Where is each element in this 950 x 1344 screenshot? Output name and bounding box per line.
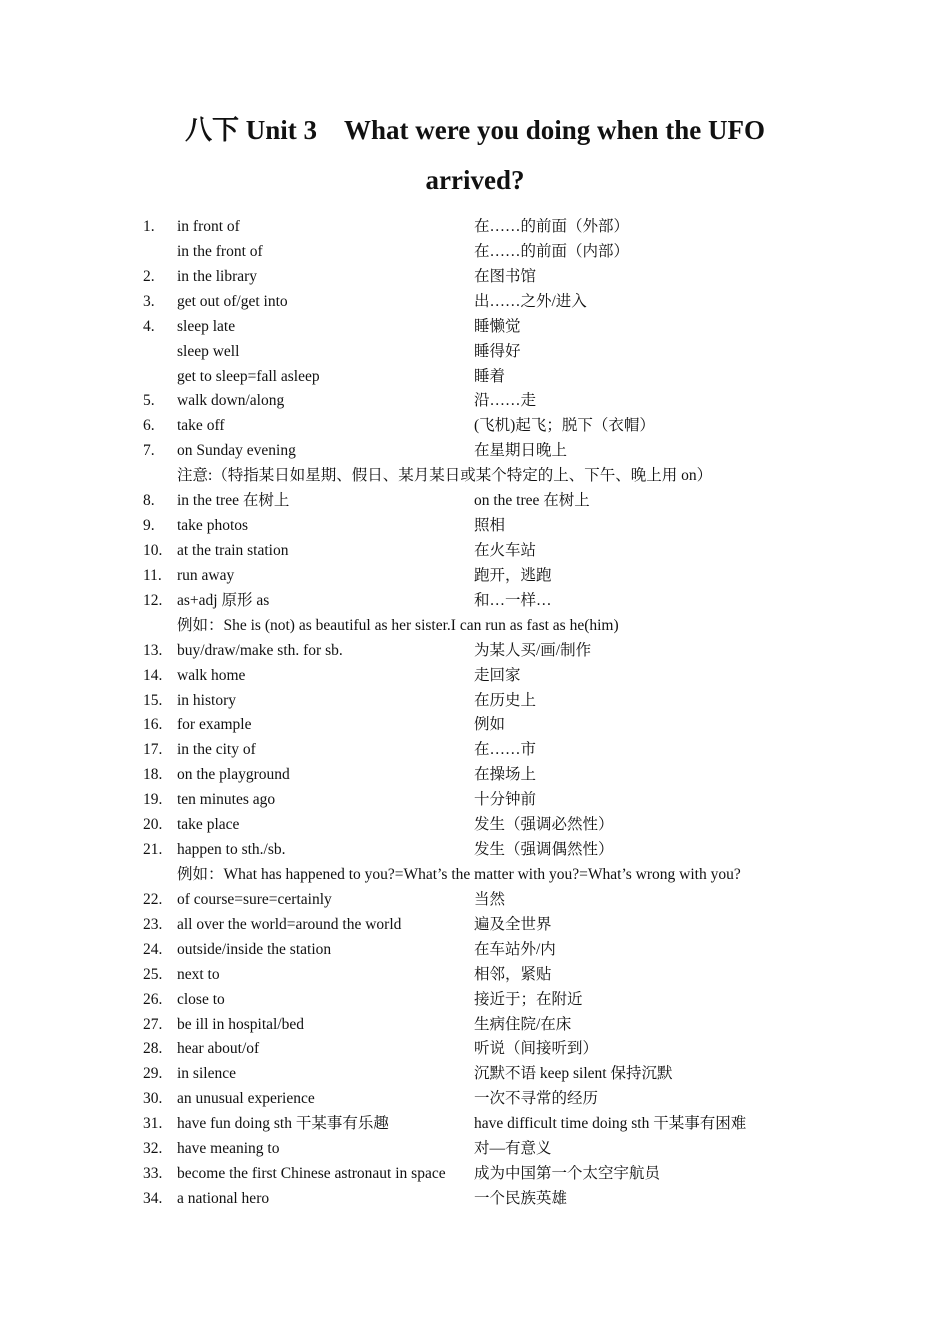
item-number: 7. [143, 442, 155, 460]
english-phrase: at the train station [177, 541, 289, 559]
item-number: 28. [143, 1040, 163, 1058]
phrase-row [0, 1037, 950, 1062]
english-phrase: in the library [177, 267, 258, 285]
english-phrase: walk home [177, 666, 246, 684]
english-phrase: on the playground [177, 766, 290, 784]
chinese-meaning: 照相 [474, 517, 506, 535]
item-number: 16. [143, 716, 163, 734]
english-phrase: take photos [177, 517, 249, 535]
english-phrase: in history [177, 691, 236, 709]
item-number: 31. [143, 1115, 163, 1133]
chinese-meaning: 沉默不语 keep silent 保持沉默 [474, 1065, 673, 1083]
phrase-row [0, 838, 950, 863]
note-row [0, 614, 950, 639]
phrase-row [0, 1087, 950, 1112]
phrase-row [0, 290, 950, 315]
item-number: 1. [143, 218, 155, 235]
phrase-row [0, 340, 950, 365]
phrase-row [0, 389, 950, 414]
phrase-row [0, 1187, 950, 1212]
english-phrase: be ill in hospital/bed [177, 1015, 304, 1033]
chinese-meaning: 对—有意义 [474, 1140, 552, 1158]
chinese-meaning: 沿……走 [474, 392, 537, 410]
item-number: 5. [143, 392, 155, 410]
chinese-meaning: 为某人买/画/制作 [474, 641, 592, 659]
chinese-meaning: 例如 [474, 716, 506, 734]
phrase-row [0, 963, 950, 988]
chinese-meaning: 听说（间接听到） [474, 1040, 599, 1058]
note-text: 例如：What has happened to you?=What’s the matter with you?=What’s wrong with you? [177, 865, 741, 883]
phrase-row [0, 813, 950, 838]
item-number: 6. [143, 417, 155, 435]
english-phrase: an unusual experience [177, 1090, 315, 1108]
english-phrase: in front of [177, 218, 240, 235]
item-number: 12. [143, 591, 163, 609]
item-number: 26. [143, 990, 163, 1008]
chinese-meaning: 一个民族英雄 [474, 1189, 568, 1207]
phrase-row [0, 888, 950, 913]
chinese-meaning: 发生（强调偶然性） [474, 841, 614, 859]
phrase-row [0, 713, 950, 738]
english-phrase: as+adj 原形 as [177, 591, 270, 609]
phrase-row [0, 240, 950, 265]
item-number: 21. [143, 841, 163, 859]
item-number: 34. [143, 1189, 163, 1207]
chinese-meaning: 当然 [474, 890, 506, 908]
english-phrase: in silence [177, 1065, 236, 1083]
english-phrase: get out of/get into [177, 292, 288, 310]
chinese-meaning: 出……之外/进入 [474, 292, 587, 310]
english-phrase: in the tree 在树上 [177, 492, 290, 510]
english-phrase: all over the world=around the world [177, 915, 402, 933]
chinese-meaning: 在……的前面（外部） [474, 218, 630, 235]
phrase-row [0, 938, 950, 963]
chinese-meaning: 遍及全世界 [474, 915, 552, 933]
item-number: 8. [143, 492, 155, 510]
item-number: 20. [143, 816, 163, 834]
chinese-meaning: 睡懒觉 [474, 317, 521, 335]
phrase-row [0, 913, 950, 938]
chinese-meaning: 走回家 [474, 666, 521, 684]
english-phrase: have meaning to [177, 1140, 280, 1158]
item-number: 9. [143, 517, 155, 535]
item-number: 14. [143, 666, 163, 684]
english-phrase: become the first Chinese astronaut in space [177, 1165, 446, 1183]
english-phrase: buy/draw/make sth. for sb. [177, 641, 343, 659]
chinese-meaning: 在历史上 [474, 691, 537, 709]
chinese-meaning: 和…一样… [474, 591, 552, 609]
english-phrase: take place [177, 816, 240, 834]
chinese-meaning: 在车站外/内 [474, 940, 556, 958]
item-number: 19. [143, 791, 163, 809]
english-phrase: hear about/of [177, 1040, 260, 1058]
english-phrase: outside/inside the station [177, 940, 332, 958]
english-phrase: walk down/along [177, 392, 285, 410]
item-number: 3. [143, 292, 155, 310]
note-text: 例如：She is (not) as beautiful as her sister.I can run as fast as he(him) [177, 616, 619, 634]
english-phrase: get to sleep=fall asleep [177, 367, 320, 385]
phrase-row [0, 489, 950, 514]
page-title-line-2: arrived? [425, 165, 525, 195]
item-number: 29. [143, 1065, 163, 1083]
english-phrase: a national hero [177, 1189, 270, 1207]
chinese-meaning: 睡得好 [474, 342, 521, 360]
phrase-row [0, 763, 950, 788]
phrase-row [0, 1062, 950, 1087]
chinese-meaning: 一次不寻常的经历 [474, 1090, 599, 1108]
chinese-meaning: 十分钟前 [474, 791, 537, 809]
chinese-meaning: 跑开，逃跑 [474, 566, 552, 584]
note-row [0, 464, 950, 489]
phrase-row [0, 1137, 950, 1162]
item-number: 17. [143, 741, 163, 759]
item-number: 22. [143, 890, 163, 908]
phrase-row [0, 564, 950, 589]
chinese-meaning: 在星期日晚上 [474, 442, 568, 460]
item-number: 27. [143, 1015, 163, 1033]
phrase-row [0, 439, 950, 464]
phrase-row [0, 539, 950, 564]
english-phrase: in the city of [177, 741, 256, 759]
item-number: 33. [143, 1165, 163, 1183]
note-text: 注意:（特指某日如星期、假日、某月某日或某个特定的上、下午、晚上用 on） [177, 467, 713, 485]
english-phrase: of course=sure=certainly [177, 890, 332, 908]
phrase-row [0, 365, 950, 390]
phrase-row [0, 265, 950, 290]
item-number: 11. [143, 566, 162, 584]
item-number: 30. [143, 1090, 163, 1108]
item-number: 18. [143, 766, 163, 784]
phrase-row [0, 689, 950, 714]
chinese-meaning: 接近于；在附近 [474, 990, 583, 1008]
item-number: 10. [143, 541, 163, 559]
chinese-meaning: have difficult time doing sth 干某事有困难 [474, 1115, 747, 1133]
chinese-meaning: 发生（强调必然性） [474, 816, 614, 834]
chinese-meaning: on the tree 在树上 [474, 492, 590, 510]
chinese-meaning: 在火车站 [474, 541, 537, 559]
english-phrase: next to [177, 965, 220, 983]
phrase-row [0, 414, 950, 439]
chinese-meaning: 成为中国第一个太空宇航员 [474, 1165, 661, 1183]
item-number: 15. [143, 691, 163, 709]
phrase-row [0, 315, 950, 340]
english-phrase: take off [177, 417, 225, 435]
english-phrase: run away [177, 566, 235, 584]
phrase-row [0, 589, 950, 614]
page-title-line-1: 八下 Unit 3 What were you doing when the UFO [184, 115, 766, 145]
item-number: 13. [143, 641, 163, 659]
english-phrase: for example [177, 716, 252, 734]
english-phrase: on Sunday evening [177, 442, 296, 460]
phrase-row [0, 988, 950, 1013]
english-phrase: ten minutes ago [177, 791, 276, 809]
chinese-meaning: 在……市 [474, 741, 537, 759]
item-number: 4. [143, 317, 155, 335]
chinese-meaning: 相邻，紧贴 [474, 965, 552, 983]
chinese-meaning: 生病住院/在床 [474, 1015, 572, 1033]
chinese-meaning: (飞机)起飞；脱下（衣帽） [474, 417, 655, 435]
phrase-row [0, 215, 950, 240]
phrase-row [0, 1013, 950, 1038]
item-number: 24. [143, 940, 163, 958]
item-number: 23. [143, 915, 163, 933]
phrase-row [0, 1112, 950, 1137]
item-number: 2. [143, 267, 155, 285]
english-phrase: sleep late [177, 317, 236, 335]
note-row [0, 863, 950, 888]
phrase-row [0, 514, 950, 539]
phrase-row [0, 1162, 950, 1187]
phrase-list [0, 215, 950, 1212]
english-phrase: close to [177, 990, 225, 1008]
english-phrase: have fun doing sth 干某事有乐趣 [177, 1115, 389, 1133]
chinese-meaning: 睡着 [474, 367, 506, 385]
phrase-row [0, 639, 950, 664]
english-phrase: sleep well [177, 342, 240, 360]
english-phrase: happen to sth./sb. [177, 841, 286, 859]
phrase-row [0, 788, 950, 813]
chinese-meaning: 在……的前面（内部） [474, 242, 630, 260]
item-number: 25. [143, 965, 163, 983]
english-phrase: in the front of [177, 242, 263, 260]
chinese-meaning: 在图书馆 [474, 267, 537, 285]
chinese-meaning: 在操场上 [474, 766, 537, 784]
item-number: 32. [143, 1140, 163, 1158]
phrase-row [0, 738, 950, 763]
phrase-row [0, 664, 950, 689]
